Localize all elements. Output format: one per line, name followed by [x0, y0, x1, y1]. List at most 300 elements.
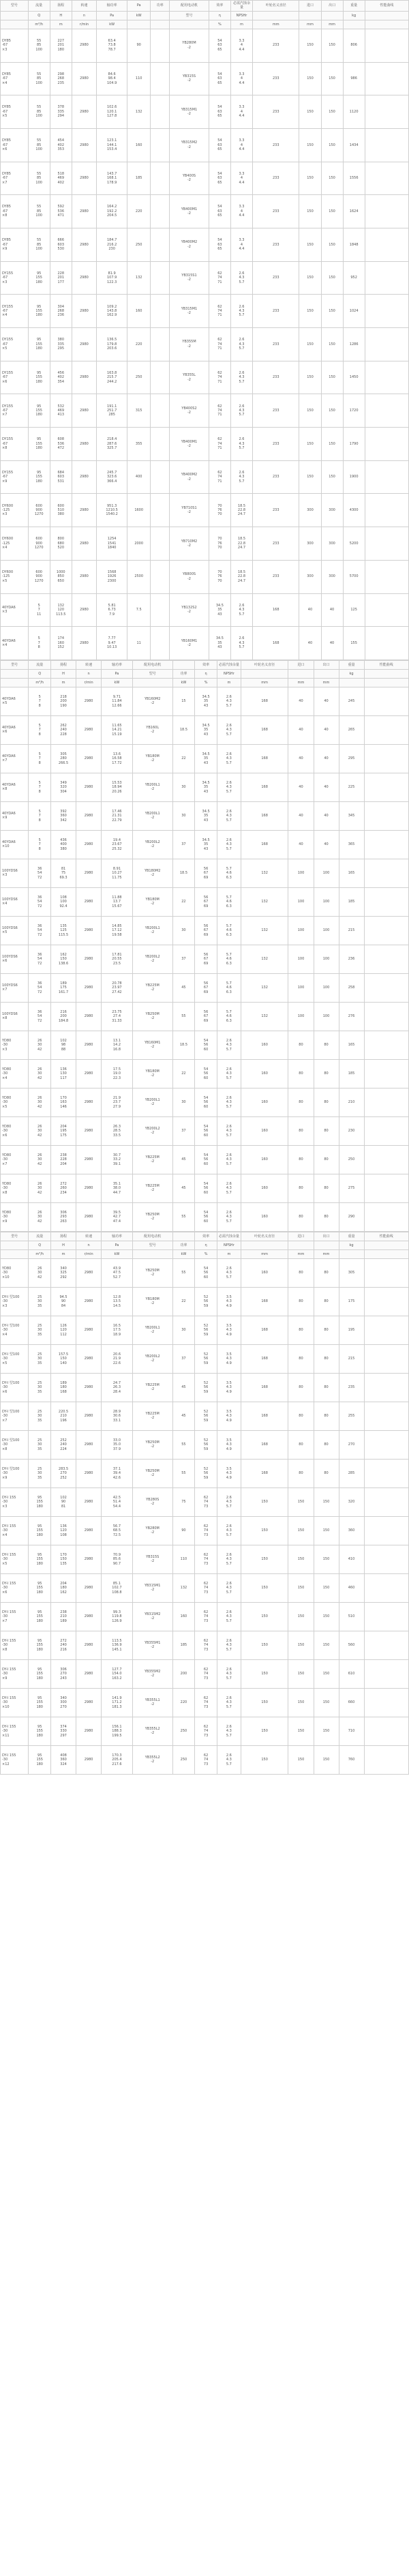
efficiency-cell [195, 744, 217, 773]
flow-cell-line: 35 [37, 1332, 42, 1337]
motor-power-cell: 90 [172, 1516, 195, 1545]
head-cell-line: 146 [60, 1104, 67, 1109]
column-header: kW [172, 1249, 195, 1258]
model-cell-line: YD80 [2, 1124, 12, 1129]
efficiency-cell [195, 887, 217, 916]
npshr-cell [217, 945, 241, 973]
model-cell-line: -67 [2, 109, 8, 114]
shaft-power-cell-line: 8.91 [112, 866, 121, 871]
impeller-diameter-cell: 233 [253, 62, 299, 95]
model-cell [1, 1430, 29, 1459]
model-cell [1, 1487, 29, 1516]
flow-cell [29, 1688, 51, 1717]
head-cell [50, 29, 72, 62]
table-row [1, 1545, 409, 1573]
motor-model-cell-line: YB250M [145, 1468, 160, 1473]
shaft-power-cell [102, 1116, 133, 1145]
column-header: 出口 [314, 1232, 339, 1241]
weight-cell: 1286 [343, 328, 365, 361]
motor-power-cell: 45 [172, 1402, 195, 1430]
flow-cell-line: 72 [37, 875, 42, 880]
model-cell-line: -125 [2, 541, 10, 546]
head-cell-line: 117 [60, 1076, 67, 1080]
shaft-power-cell-line: 42.5 [112, 1495, 121, 1500]
efficiency-cell-line: 62 [217, 470, 222, 475]
npshr-cell [217, 1316, 241, 1344]
head-cell-line: 402 [57, 375, 65, 380]
head-cell-line: 294 [57, 114, 65, 119]
column-header: NPSHr [230, 11, 252, 20]
efficiency-cell [195, 1659, 217, 1688]
flow-cell-line: 155 [35, 308, 42, 313]
model-cell-line: 100YDS6 [2, 897, 18, 902]
efficiency-cell-line: 65 [217, 147, 222, 151]
flow-cell-line: 42 [37, 1161, 42, 1166]
model-cell-line: -67 [2, 143, 8, 147]
outlet-cell: 80 [314, 1202, 339, 1231]
flow-cell-line: 95 [36, 271, 42, 276]
head-cell [51, 1344, 76, 1373]
npshr-cell [217, 830, 241, 859]
efficiency-cell [209, 361, 230, 394]
motor-power-cell: 18.5 [172, 859, 195, 887]
flow-cell-line: 30 [37, 1043, 42, 1048]
model-cell [1, 1402, 29, 1430]
efficiency-cell-line: 70 [217, 546, 222, 550]
spacer-cell [151, 593, 170, 627]
model-cell-line: ×7 [2, 180, 7, 185]
head-cell [50, 527, 72, 561]
shaft-power-cell-line: 1254 [107, 537, 117, 542]
head-cell-line: 354 [57, 379, 65, 384]
efficiency-cell [195, 1373, 217, 1402]
column-header: 效率 [209, 1, 230, 12]
column-header: 出口 [321, 1, 343, 12]
pump-spec-table-1 [0, 0, 409, 660]
model-cell-line: ×5 [2, 930, 7, 935]
column-header [1, 11, 29, 20]
efficiency-cell-line: 62 [217, 304, 222, 309]
flow-cell-line: 36 [37, 981, 42, 986]
outlet-cell: 150 [314, 1487, 339, 1516]
column-header [339, 1249, 364, 1258]
head-cell-line: 210 [60, 1414, 67, 1419]
flow-cell-line: 85 [36, 176, 42, 181]
flow-cell-line: 85 [36, 43, 42, 48]
shaft-power-cell [97, 460, 127, 494]
shaft-power-cell-line: 28.5 [112, 1129, 121, 1134]
npshr-cell-line: 4.9 [226, 1447, 232, 1451]
outlet-cell: 80 [314, 1059, 339, 1088]
column-header: 扬程 [50, 1, 72, 12]
model-cell-line: ×4 [2, 546, 7, 550]
column-header [151, 11, 170, 20]
efficiency-cell [209, 295, 230, 328]
shaft-power-cell [97, 261, 127, 295]
head-cell-line: 94.5 [59, 1294, 67, 1299]
head-cell [51, 715, 76, 744]
spacer-cell [151, 328, 170, 361]
motor-power-cell: 185 [127, 162, 151, 195]
npshr-cell-line: 4.3 [226, 1157, 232, 1162]
flow-cell [29, 916, 51, 945]
model-cell-line: ×10 [2, 1275, 10, 1279]
motor-power-cell: 2500 [127, 560, 151, 593]
column-header [364, 1241, 408, 1249]
shaft-power-cell-line: 154.0 [112, 1672, 122, 1676]
efficiency-cell-line: 56 [203, 923, 209, 928]
flow-cell [29, 1745, 51, 1774]
flow-cell-line: 155 [36, 1729, 43, 1734]
head-cell [50, 361, 72, 394]
curve-cell [365, 29, 408, 62]
column-header [1, 1249, 29, 1258]
efficiency-cell-line: 65 [217, 114, 222, 119]
head-cell-line: 132 [57, 603, 65, 608]
model-cell [1, 945, 29, 973]
npshr-cell [217, 1402, 241, 1430]
spacer-cell [151, 627, 170, 660]
impeller-diameter-cell: 150 [241, 1717, 288, 1745]
motor-model-cell [132, 945, 172, 973]
flow-cell-line: 5 [38, 752, 41, 756]
flow-cell-line: 95 [36, 470, 42, 475]
motor-model-cell-line: -2 [187, 377, 191, 382]
npshr-cell-line: 5.7 [226, 1275, 232, 1279]
flow-cell-line: 26 [37, 1266, 42, 1271]
motor-model-cell [170, 627, 209, 660]
head-cell-line: 216 [60, 1647, 67, 1652]
column-header: Pa [102, 669, 133, 678]
curve-cell [364, 687, 408, 715]
efficiency-cell-line: 62 [217, 338, 222, 342]
flow-cell-line: 26 [37, 1038, 42, 1043]
shaft-power-cell-line: 127.8 [106, 114, 117, 119]
flow-cell-line: 155 [35, 475, 42, 479]
weight-cell: 460 [339, 1573, 364, 1602]
shaft-power-cell-line: 24.7 [112, 1380, 121, 1385]
efficiency-cell-line: 43 [203, 789, 209, 794]
efficiency-cell-line: 34.5 [202, 723, 210, 728]
shaft-power-cell-line: 33.0 [112, 1438, 121, 1442]
model-cell-line: DY600 [2, 503, 14, 508]
head-cell-line: 224 [60, 1447, 67, 1451]
table-row [1, 593, 409, 627]
table-row [1, 560, 409, 593]
flow-cell-line: 155 [36, 1557, 43, 1562]
shaft-power-cell-line: 23.97 [112, 986, 122, 990]
motor-model-cell-line: -2 [151, 959, 155, 964]
weight-cell: 230 [339, 1116, 364, 1145]
efficiency-cell [195, 830, 217, 859]
shaft-power-cell [97, 394, 127, 428]
model-cell-line: DY-I 155 [2, 1610, 16, 1614]
model-cell-line: -30 [2, 1528, 8, 1533]
npshr-cell-line: 2.6 [226, 1095, 232, 1100]
motor-power-cell: 18.5 [172, 1031, 195, 1059]
efficiency-cell-line: 62 [203, 1638, 209, 1643]
inlet-cell: 150 [299, 95, 321, 129]
impeller-diameter-cell: 233 [253, 29, 299, 62]
curve-cell [365, 494, 408, 527]
column-header: Pa [102, 1241, 133, 1249]
impeller-diameter-cell: 150 [241, 1745, 288, 1774]
efficiency-cell-line: 63 [217, 76, 222, 81]
flow-cell-line: 180 [36, 1533, 43, 1537]
flow-cell-line: 95 [36, 304, 42, 309]
motor-model-cell-line: YB160M2 [144, 696, 161, 701]
column-header [364, 1249, 408, 1258]
npshr-cell-line: 3.5 [226, 1380, 232, 1385]
curve-cell [365, 162, 408, 195]
flow-cell-line: 85 [36, 76, 42, 81]
shaft-power-cell-line: 10.27 [112, 871, 122, 876]
head-cell-line: 240 [60, 728, 67, 732]
npshr-cell-line: 2.6 [239, 636, 245, 641]
flow-cell-line: 55 [36, 39, 42, 44]
efficiency-cell [209, 162, 230, 195]
motor-model-cell [170, 527, 209, 561]
model-cell-line: 100YDS6 [2, 954, 18, 959]
table-header-row [1, 669, 409, 678]
npshr-cell-line: 5.7 [226, 1676, 232, 1681]
model-cell-line: DY-I 155 [2, 1581, 16, 1586]
speed-cell: 2980 [72, 128, 96, 162]
efficiency-cell-line: 76 [217, 541, 222, 546]
outlet-cell: 80 [314, 1145, 339, 1174]
efficiency-cell-line: 73 [203, 1561, 209, 1566]
shaft-power-cell [102, 1430, 133, 1459]
shaft-power-cell-line: 27.4 [112, 1014, 121, 1019]
npshr-cell [230, 560, 252, 593]
shaft-power-cell [97, 328, 127, 361]
flow-cell-line: 30 [37, 1328, 42, 1333]
efficiency-cell-line: 35 [203, 842, 209, 847]
outlet-cell: 100 [314, 916, 339, 945]
npshr-cell-line: 4.3 [226, 1385, 232, 1390]
flow-cell [29, 1031, 51, 1059]
model-cell-line: DY-I 155 [2, 1696, 16, 1700]
column-header: 流量 [28, 1, 50, 12]
npshr-cell-line: 5.7 [239, 379, 245, 384]
motor-power-cell: 30 [172, 916, 195, 945]
efficiency-cell-line: 56 [203, 895, 209, 900]
head-cell-line: 126 [60, 1323, 67, 1328]
shaft-power-cell [102, 773, 133, 801]
npshr-cell-line: 4.9 [226, 1332, 232, 1337]
efficiency-cell-line: 71 [217, 446, 222, 451]
inlet-cell: 100 [288, 859, 314, 887]
shaft-power-cell [102, 1459, 133, 1487]
impeller-diameter-cell: 233 [253, 560, 299, 593]
shaft-power-cell-line: 70.9 [112, 1552, 121, 1557]
efficiency-cell [195, 1174, 217, 1202]
motor-power-cell: 185 [172, 1631, 195, 1659]
head-cell-line: 75 [61, 871, 66, 876]
speed-cell: 2980 [76, 744, 102, 773]
impeller-diameter-cell: 160 [241, 1059, 288, 1088]
shaft-power-cell-line: 11.75 [112, 875, 122, 880]
npshr-cell-line: 4.3 [226, 1328, 232, 1333]
npshr-cell [217, 1430, 241, 1459]
efficiency-cell-line: 60 [203, 1190, 209, 1195]
weight-cell: 4300 [343, 494, 365, 527]
npshr-cell-line: 2.6 [239, 470, 245, 475]
model-cell-line: -67 [2, 475, 8, 479]
npshr-cell [230, 394, 252, 428]
impeller-diameter-cell: 160 [241, 1258, 288, 1287]
shaft-power-cell-line: 39.1 [112, 1161, 121, 1166]
column-header [172, 1232, 195, 1241]
efficiency-cell-line: 63 [217, 242, 222, 247]
impeller-diameter-cell: 233 [253, 394, 299, 428]
table-header-row [1, 20, 409, 29]
flow-cell-line: 155 [35, 375, 42, 380]
head-cell-line: 380 [60, 846, 67, 851]
motor-model-cell-line: YB250M [145, 1268, 160, 1273]
motor-power-cell: 110 [127, 62, 151, 95]
efficiency-cell-line: 43 [203, 846, 209, 851]
shaft-power-cell-line: 188.3 [112, 1729, 122, 1734]
npshr-cell [217, 1487, 241, 1516]
curve-cell [364, 1145, 408, 1174]
shaft-power-cell [102, 1602, 133, 1631]
shaft-power-cell-line: 98.4 [108, 76, 116, 81]
shaft-power-cell [97, 560, 127, 593]
shaft-power-cell-line: 13.7 [112, 900, 121, 904]
efficiency-cell-line: 63 [217, 143, 222, 147]
column-header: 流量 [29, 1232, 51, 1241]
head-cell-line: 135 [60, 923, 67, 928]
outlet-cell: 150 [321, 394, 343, 428]
motor-power-cell: 30 [172, 1088, 195, 1116]
table-row [1, 95, 409, 129]
column-header: 配用电动机 [170, 1, 209, 12]
column-header: 配用电动机 [132, 1232, 172, 1241]
weight-cell: 235 [339, 1373, 364, 1402]
shaft-power-cell-line: 23.5 [112, 961, 121, 966]
flow-cell [29, 1287, 51, 1316]
flow-cell [28, 128, 50, 162]
flow-cell-line: 900 [35, 574, 42, 579]
motor-model-cell-line: -2 [151, 1016, 155, 1021]
efficiency-cell-line: 62 [217, 404, 222, 409]
curve-cell [365, 394, 408, 428]
curve-cell [364, 1059, 408, 1088]
motor-model-cell-line: YB180M [145, 754, 160, 758]
model-cell-line: ×7 [2, 988, 7, 992]
motor-model-cell-line: -2 [187, 643, 191, 648]
head-cell-line: 378 [57, 105, 65, 110]
efficiency-cell-line: 43 [203, 760, 209, 765]
curve-cell [365, 560, 408, 593]
shaft-power-cell-line: 35.0 [112, 1442, 121, 1447]
head-cell-line: 168 [60, 1389, 67, 1394]
npshr-cell [230, 95, 252, 129]
head-cell-line: 162 [60, 1590, 67, 1595]
flow-cell-line: 155 [35, 276, 42, 280]
flow-cell-line: 155 [36, 1500, 43, 1505]
column-header: η [195, 1241, 217, 1249]
npshr-cell-line: 22.8 [237, 541, 246, 546]
flow-cell [29, 1631, 51, 1659]
npshr-cell-line: 5.7 [226, 760, 232, 765]
head-cell-line: 152 [57, 645, 65, 650]
efficiency-cell-line: 43 [217, 645, 222, 650]
head-cell-line: 471 [57, 213, 65, 218]
flow-cell-line: 180 [36, 1561, 43, 1566]
column-header [288, 669, 314, 678]
curve-cell [364, 1258, 408, 1287]
shaft-power-cell-line: 17.5 [112, 1328, 121, 1333]
weight-cell: 710 [339, 1717, 364, 1745]
inlet-cell: 80 [288, 1402, 314, 1430]
npshr-cell-line: 4.3 [226, 1299, 232, 1304]
flow-cell-line: 85 [36, 143, 42, 147]
model-cell [1, 1287, 29, 1316]
table-row [1, 361, 409, 394]
column-header [314, 669, 339, 678]
npshr-cell-line: 2.6 [226, 1067, 232, 1071]
flow-cell [28, 228, 50, 261]
shaft-power-cell [102, 830, 133, 859]
shaft-power-cell [102, 1344, 133, 1373]
npshr-cell-line: 3.3 [239, 238, 245, 243]
shaft-power-cell-line: 21.9 [112, 1357, 121, 1361]
impeller-diameter-cell: 150 [241, 1573, 288, 1602]
flow-cell-line: 180 [35, 379, 42, 384]
outlet-cell: 80 [314, 1402, 339, 1430]
column-header: mm [241, 678, 288, 687]
efficiency-cell-line: 62 [203, 1495, 209, 1500]
spacer-cell [151, 494, 170, 527]
npshr-cell-line: 4 [240, 109, 243, 114]
npshr-cell [217, 1373, 241, 1402]
model-cell [1, 1031, 29, 1059]
npshr-cell-line: 4.9 [226, 1361, 232, 1365]
outlet-cell: 150 [314, 1688, 339, 1717]
npshr-cell [230, 29, 252, 62]
efficiency-cell-line: 62 [217, 437, 222, 442]
shaft-power-cell [102, 1316, 133, 1344]
motor-model-cell-line: YB355M2 [144, 1669, 161, 1674]
motor-model-cell [170, 62, 209, 95]
shaft-power-cell-line: 39.4 [112, 1471, 121, 1476]
weight-cell: 760 [339, 1745, 364, 1774]
model-cell-line: DY-I 155 [2, 1724, 16, 1729]
shaft-power-cell-line: 16.8 [112, 1047, 121, 1052]
efficiency-cell-line: 74 [217, 441, 222, 446]
shaft-power-cell-line: 51.4 [112, 1500, 121, 1505]
shaft-power-cell-line: 10.13 [106, 645, 117, 650]
table-row [1, 428, 409, 461]
efficiency-cell [195, 1202, 217, 1231]
motor-power-cell: 55 [172, 1430, 195, 1459]
flow-cell [28, 560, 50, 593]
outlet-cell: 40 [314, 715, 339, 744]
spacer-cell [151, 527, 170, 561]
inlet-cell: 80 [288, 1088, 314, 1116]
flow-cell-line: 5 [38, 780, 41, 785]
motor-power-cell: 45 [172, 1373, 195, 1402]
head-cell-line: 518 [57, 171, 65, 176]
model-cell-line: YD80 [2, 1038, 12, 1043]
curve-cell [364, 1174, 408, 1202]
outlet-cell: 150 [321, 460, 343, 494]
flow-cell-line: 155 [36, 1672, 43, 1676]
shaft-power-cell [102, 1516, 133, 1545]
shaft-power-cell-line: 127.7 [112, 1667, 122, 1672]
